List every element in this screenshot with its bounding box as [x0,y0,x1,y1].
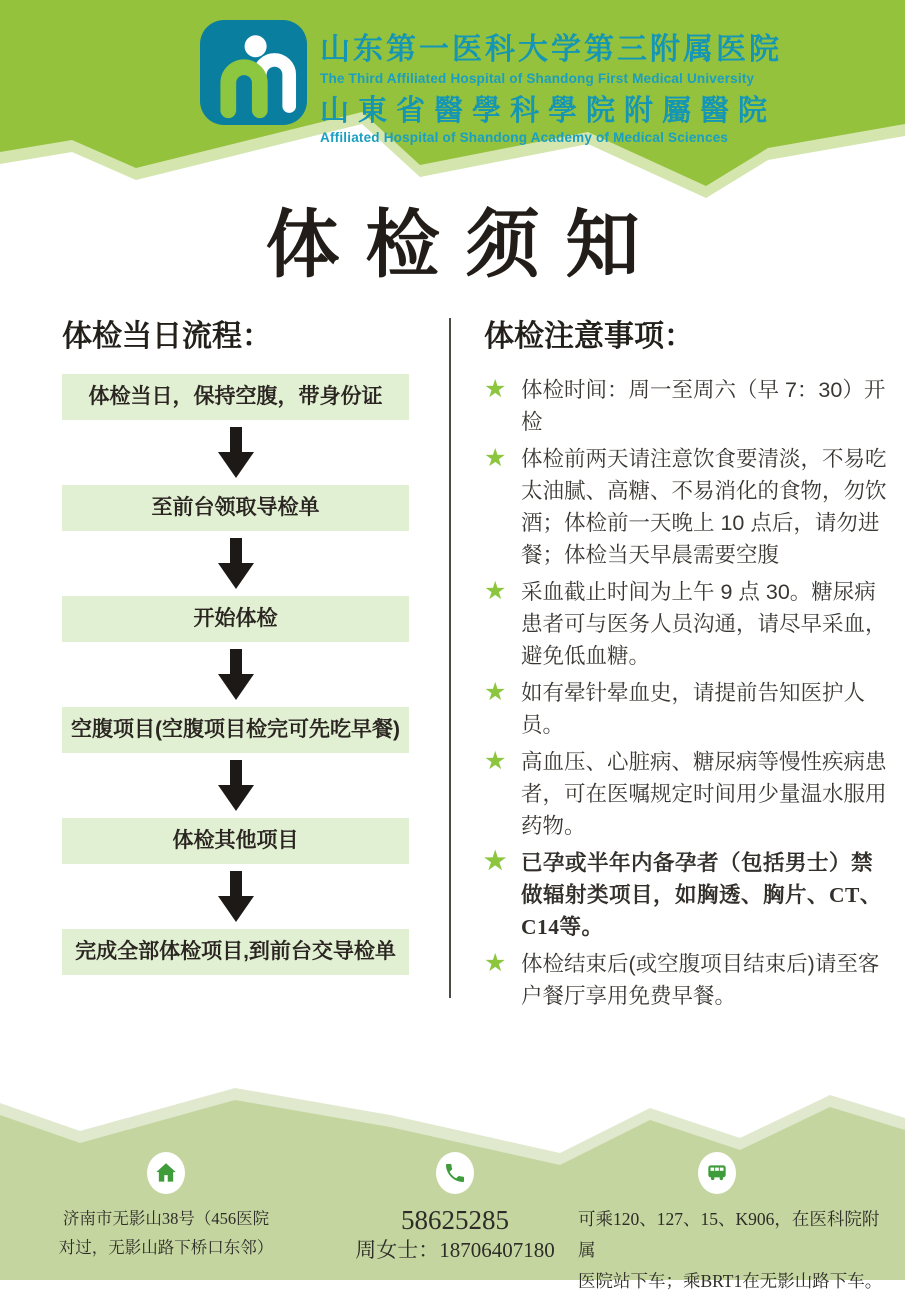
flow-step: 空腹项目(空腹项目检完可先吃早餐) [62,707,409,753]
flow-step: 体检当日，保持空腹，带身份证 [62,374,409,420]
arrow-down-icon [218,649,254,700]
flow-step: 至前台领取导检单 [62,485,409,531]
note-item: ★ 体检时间：周一至周六（早 7：30）开检 [484,374,892,438]
bus-line: 医院站下车；乘BRT1在无影山路下车。 [578,1271,883,1291]
exam-day-flow [62,311,409,975]
phone-icon [436,1152,474,1194]
footer-bus-group [578,1152,883,1297]
phone-contact: 周女士：18706407180 [355,1238,555,1262]
footer-address-group [58,1152,274,1262]
address-line: 济南市无影山38号（456医院 [62,1209,270,1228]
arrow-down-icon [218,538,254,589]
hospital-name-cn: 山东第一医科大学第三附属医院 [320,32,782,67]
hospital-logo [200,20,307,125]
hospital-name-en-2: Affiliated Hospital of Shandong Academy of Medical Sciences [320,130,729,145]
note-item: ★ 采血截止时间为上午 9 点 30。糖尿病患者可与医务人员沟通，请尽早采血，避免低血糖。 [484,576,892,672]
flow-step: 体检其他项目 [62,818,409,864]
exam-notes [484,311,892,1017]
phone-number: 58625285 [401,1205,509,1235]
hospital-name-cn-traditional: 山東省醫學科學院附屬醫院 [320,93,777,127]
arrow-down-icon [218,427,254,478]
flow-step: 开始体检 [62,596,409,642]
note-item: ★ 如有晕针晕血史，请提前告知医护人员。 [484,677,892,741]
note-item: ★ 高血压、心脏病、糖尿病等慢性疾病患者，可在医嘱规定时间用少量温水服用药物。 [484,746,892,842]
home-icon [147,1152,185,1194]
hospital-name-en: The Third Affiliated Hospital of Shandong First Medical University [320,71,755,86]
note-item: ★ 体检前两天请注意饮食要清淡，不易吃太油腻、高糖、不易消化的食物，勿饮酒；体检前一天晚上 10 点后，请勿进餐；体检当天早晨需要空腹 [484,443,892,571]
bus-icon [698,1152,736,1194]
note-item: ★ 已孕或半年内备孕者（包括男士）禁做辐射类项目，如胸透、胸片、CT、C14等。 [484,847,892,943]
column-divider [449,318,451,998]
arrow-down-icon [218,871,254,922]
address-line: 对过，无影山路下桥口东邻） [58,1238,274,1257]
hospital-name-block [320,24,890,145]
hospital-logo-people-icon [200,20,307,125]
flow-heading: 体检当日流程： [62,320,272,353]
footer-phone-group [348,1152,562,1264]
bus-line: 可乘120、127、15、K906，在医科院附属 [578,1209,880,1260]
flow-step: 完成全部体检项目,到前台交导检单 [62,929,409,975]
notes-heading: 体检注意事项： [484,320,694,353]
page-title: 体检须知 [265,203,666,286]
note-item: ★ 体检结束后(或空腹项目结束后)请至客户餐厅享用免费早餐。 [484,948,892,1012]
arrow-down-icon [218,760,254,811]
